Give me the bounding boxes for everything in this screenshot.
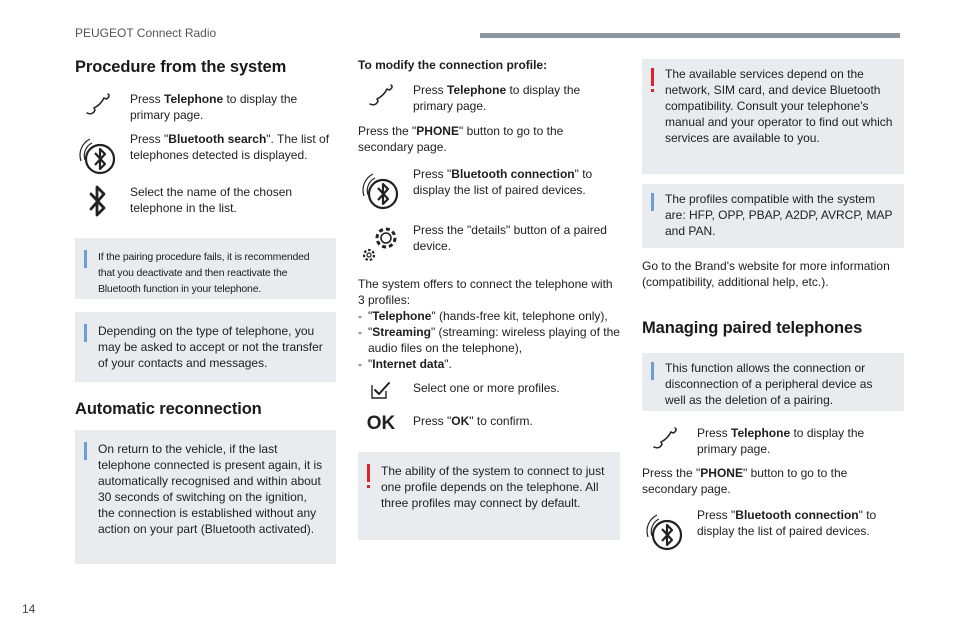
section-heading-auto: Automatic reconnection — [75, 400, 262, 418]
info-note-reconnection — [75, 430, 336, 564]
step-text-pre: Press " — [413, 167, 452, 181]
column-left — [75, 55, 336, 564]
bluetooth-search-icon — [642, 509, 688, 553]
list-dash: - — [358, 309, 362, 323]
header-title: PEUGEOT Connect Radio — [75, 26, 217, 40]
step-text-pre: Press — [130, 92, 165, 106]
step-text-post: ". The list of telephones detected is displayed. — [130, 132, 330, 162]
list-dash: - — [358, 325, 362, 339]
step-text: Select one or more profiles. — [413, 381, 560, 395]
list-text-bold: Streaming — [372, 325, 431, 339]
list-item — [358, 308, 620, 324]
step-text-bold: OK — [451, 414, 470, 428]
phone-icon — [75, 93, 121, 117]
list-text-bold: Telephone — [372, 309, 432, 323]
info-accent-bar — [84, 324, 87, 342]
note-text: The ability of the system to connect to just one profile depends on the telephone. All three profiles may connect by default. — [381, 464, 605, 510]
paragraph-brand-website: Go to the Brand's website for more information (compatibility, additional help, etc.). — [642, 259, 890, 289]
phone-icon — [642, 427, 688, 451]
note-text: This function allows the connection or disconnection of a peripheral device as well as the deletion of a pairing. — [665, 361, 873, 407]
phone-icon — [358, 84, 404, 108]
list-text-pre: " — [368, 325, 373, 339]
step-text-pre: Press " — [697, 508, 736, 522]
warning-note-profiles — [358, 452, 620, 540]
info-accent-bar — [651, 193, 654, 211]
step-text-post: to display the primary page. — [413, 83, 581, 113]
step-bluetooth-connection — [358, 166, 620, 198]
para-text-post: " button to go to the secondary page. — [358, 124, 564, 154]
list-item — [358, 324, 620, 356]
info-accent-bar — [84, 250, 87, 268]
step-text-post: to display the primary page. — [130, 92, 298, 122]
step-text-bold: Telephone — [731, 426, 791, 440]
warning-accent-bar — [651, 68, 654, 86]
note-text: On return to the vehicle, if the last telephone connected is present again, it is automatically recognised and within about 30 seconds of switching on the ignition, the connection is established without any action on your part (Bluetooth activated). — [98, 442, 323, 536]
bluetooth-icon — [75, 184, 121, 220]
para-text-bold: PHONE — [416, 124, 459, 138]
step-text-bold: Bluetooth connection — [451, 167, 575, 181]
step-press-telephone — [75, 91, 336, 123]
note-text: The available services depend on the network, SIM card, and device Bluetooth compatibility. Consult your telephone's manual and your operator to find out which services are available to you. — [665, 67, 893, 145]
para-text-pre: Press the " — [642, 466, 701, 480]
step-text-bold: Telephone — [164, 92, 224, 106]
step-bluetooth-search — [75, 131, 336, 163]
ok-icon-label: OK — [366, 413, 396, 434]
subheading-modify — [358, 57, 620, 73]
info-accent-bar — [651, 362, 654, 380]
para-text-pre: Press the " — [358, 124, 417, 138]
step-text-bold: Telephone — [447, 83, 507, 97]
step-text-post: " to confirm. — [469, 414, 533, 428]
step-text-pre: Press — [697, 426, 732, 440]
warning-accent-bar — [367, 464, 370, 482]
info-note-compatible-profiles — [642, 184, 904, 248]
column-right — [642, 59, 904, 539]
gear-details-icon — [358, 220, 404, 264]
section-heading-procedure: Procedure from the system — [75, 58, 287, 76]
step-text-pre: Press " — [413, 414, 452, 428]
list-text-pre: " — [368, 357, 373, 371]
warning-note-services — [642, 59, 904, 174]
step-details-button — [358, 222, 620, 254]
step-press-ok — [358, 413, 620, 434]
list-text-post: ". — [444, 357, 452, 371]
info-note-manage — [642, 353, 904, 411]
step-bluetooth-connection-2 — [642, 507, 904, 539]
step-text-post: " to display the list of paired devices. — [413, 167, 593, 197]
subheading-text: To modify the connection profile: — [358, 58, 548, 72]
step-select-profiles — [358, 380, 620, 396]
step-select-telephone — [75, 184, 336, 216]
paragraph-phone-button-2 — [642, 465, 904, 497]
note-text: The profiles compatible with the system are: HFP, OPP, PBAP, A2DP, AVRCP, MAP and PAN. — [665, 192, 893, 238]
list-text-post: " (streaming: wireless playing of the audio files on the telephone), — [368, 325, 620, 355]
page-number: 14 — [22, 602, 36, 616]
step-text: Select the name of the chosen telephone in the list. — [130, 185, 293, 215]
bluetooth-search-icon — [75, 133, 121, 177]
header-rule — [480, 33, 900, 38]
warning-accent-dot — [367, 485, 370, 488]
list-item — [358, 356, 620, 372]
list-text-bold: Internet data — [372, 357, 445, 371]
list-dash: - — [358, 357, 362, 371]
step-press-telephone-2 — [358, 82, 620, 114]
step-text-bold: Bluetooth connection — [735, 508, 859, 522]
paragraph-profiles-intro: The system offers to connect the telephone with 3 profiles: — [358, 277, 613, 307]
step-text-pre: Press — [413, 83, 448, 97]
step-text-bold: Bluetooth search — [168, 132, 267, 146]
bluetooth-search-icon — [358, 168, 404, 212]
ok-icon — [358, 413, 404, 435]
step-text-pre: Press " — [130, 132, 169, 146]
step-text-post: to display the primary page. — [697, 426, 865, 456]
step-text-post: " to display the list of paired devices. — [697, 508, 877, 538]
section-heading-manage: Managing paired telephones — [642, 319, 863, 337]
note-text: Depending on the type of telephone, you may be asked to accept or not the transfer of your contacts and messages. — [98, 324, 323, 370]
info-accent-bar — [84, 442, 87, 460]
list-text-post: " (hands-free kit, telephone only), — [431, 309, 608, 323]
list-text-pre: " — [368, 309, 373, 323]
info-note-pairing — [75, 238, 336, 299]
info-note-transfer — [75, 312, 336, 382]
warning-accent-dot — [651, 89, 654, 92]
step-text: Press the "details" button of a paired device. — [413, 223, 607, 253]
note-text: If the pairing procedure fails, it is recommended that you deactivate and then reactivate the Bluetooth function in your telephone. — [98, 251, 310, 295]
para-text-post: " button to go to the secondary page. — [642, 466, 848, 496]
para-text-bold: PHONE — [700, 466, 743, 480]
column-middle — [358, 55, 620, 540]
checkbox-icon — [358, 380, 404, 400]
step-press-telephone-3 — [642, 425, 904, 457]
profile-list — [358, 308, 620, 372]
paragraph-phone-button — [358, 123, 620, 155]
